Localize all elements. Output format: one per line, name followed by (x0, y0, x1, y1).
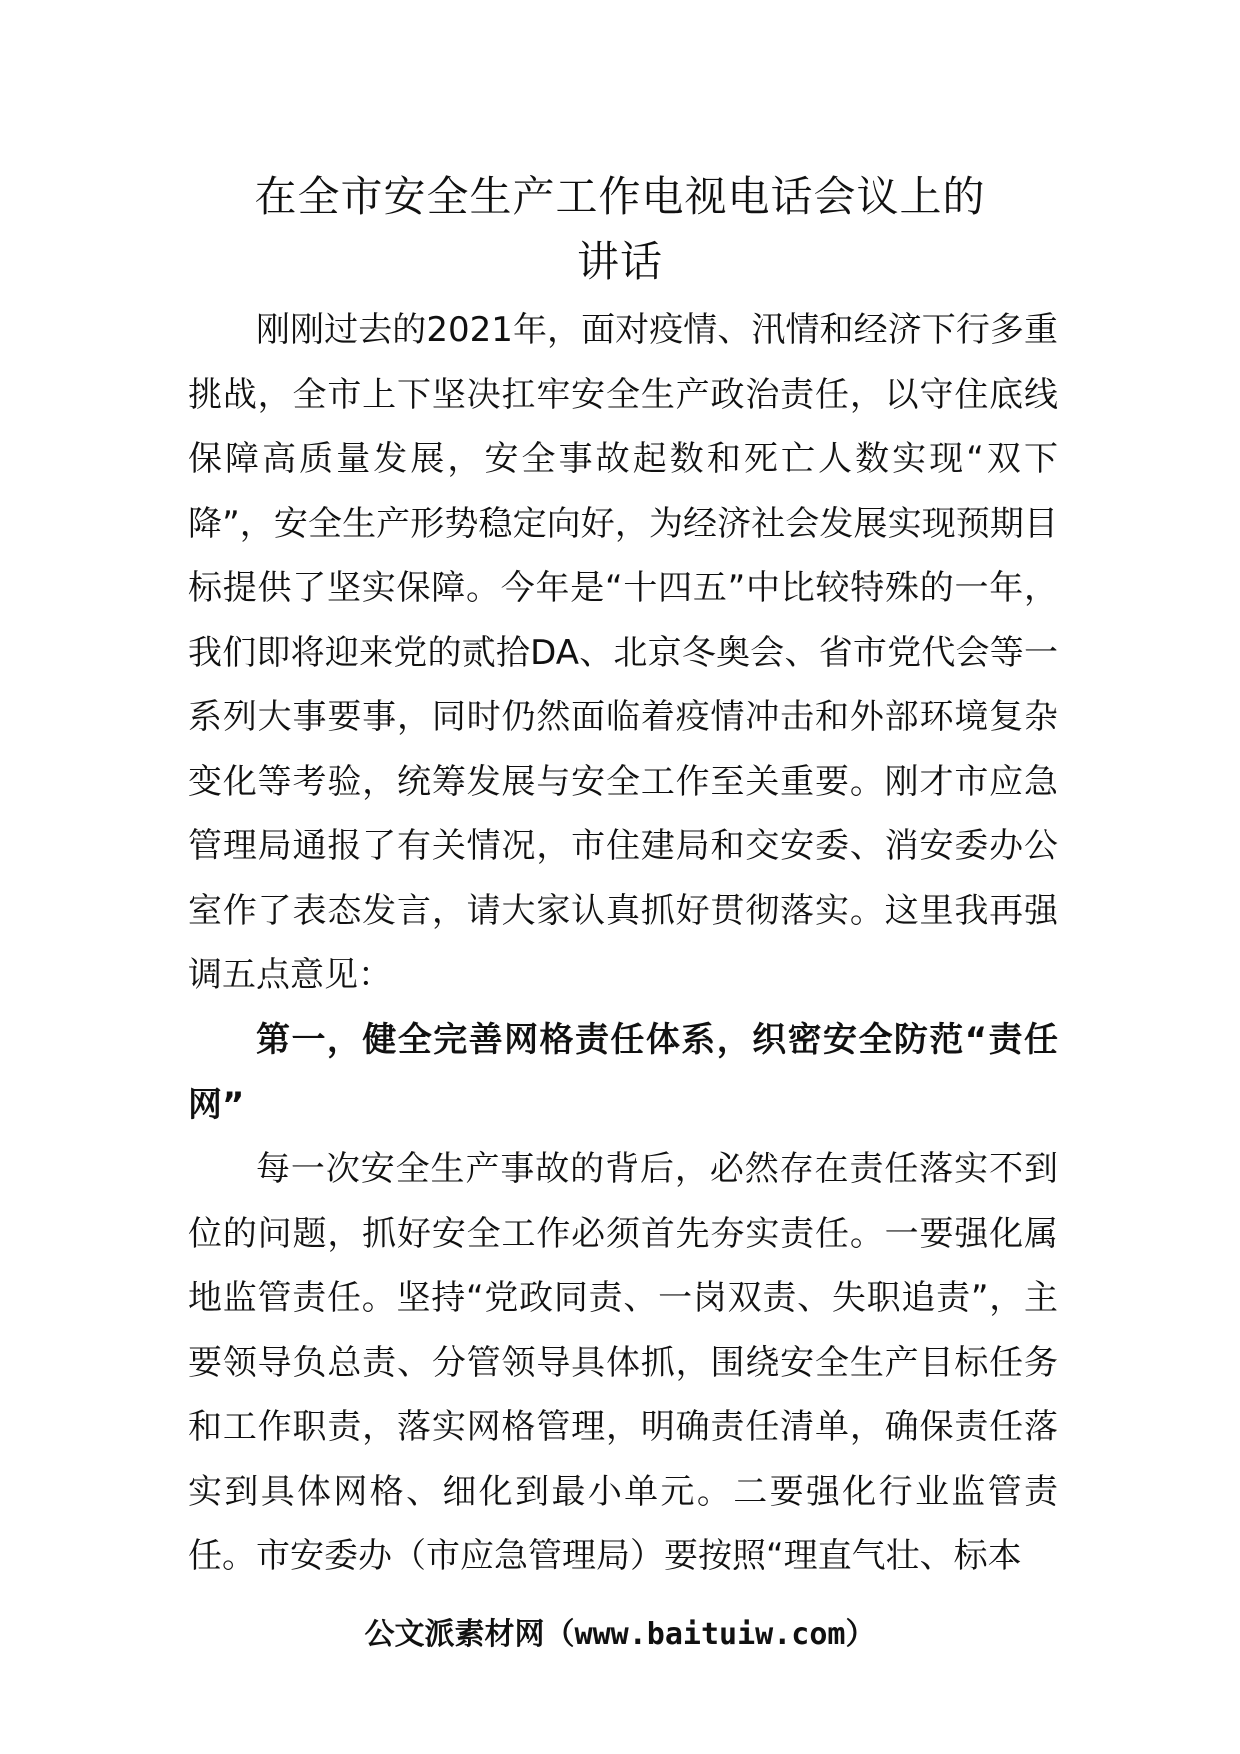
paragraph-intro: 刚刚过去的2021年，面对疫情、汛情和经济下行多重挑战，全市上下坚决扛牢安全生产政治责任，以守住底线保障高质量发展，安全事故起数和死亡人数实现“双下降”，安全生产形势稳定向好，为经济社会发展实现预期目标提供了坚实保障。今年是“十四五”中比较特殊的一年，我们即将迎来党的贰拾DA、北京冬奥会、省市党代会等一系列大事要事，同时仍然面临着疫情冲击和外部环境复杂变化等考验，统筹发展与安全工作至关重要。刚才市应急管理局通报了有关情况，市住建局和交安委、消安委办公室作了表态发言，请大家认真抓好贯彻落实。这里我再强调五点意见： (188, 310, 1058, 995)
paragraph-section-1: 每一次安全生产事故的背后，必然存在责任落实不到位的问题，抓好安全工作必须首先夯实责任。一要强化属地监管责任。坚持“党政同责、一岗双责、失职追责”，主要领导负总责、分管领导具体抓，围绕安全生产目标任务和工作职责，落实网格管理，明确责任清单，确保责任落实到具体网格、细化到最小单元。二要强化行业监管责任。市安委办（市应急管理局）要按照“理直气壮、标本 (188, 1149, 1058, 1576)
footer-site-name: 公文派素材网 (364, 1617, 545, 1652)
footer-url: （www.baituiw.com） (544, 1617, 876, 1652)
document-title-line1: 在全市安全生产工作电视电话会议上的 (254, 172, 986, 221)
document-title-line2: 讲话 (576, 237, 663, 286)
section-heading-1: 第一，健全完善网格责任体系，织密安全防范“责任网” (188, 1020, 1058, 1125)
page-footer (0, 1615, 1240, 1655)
